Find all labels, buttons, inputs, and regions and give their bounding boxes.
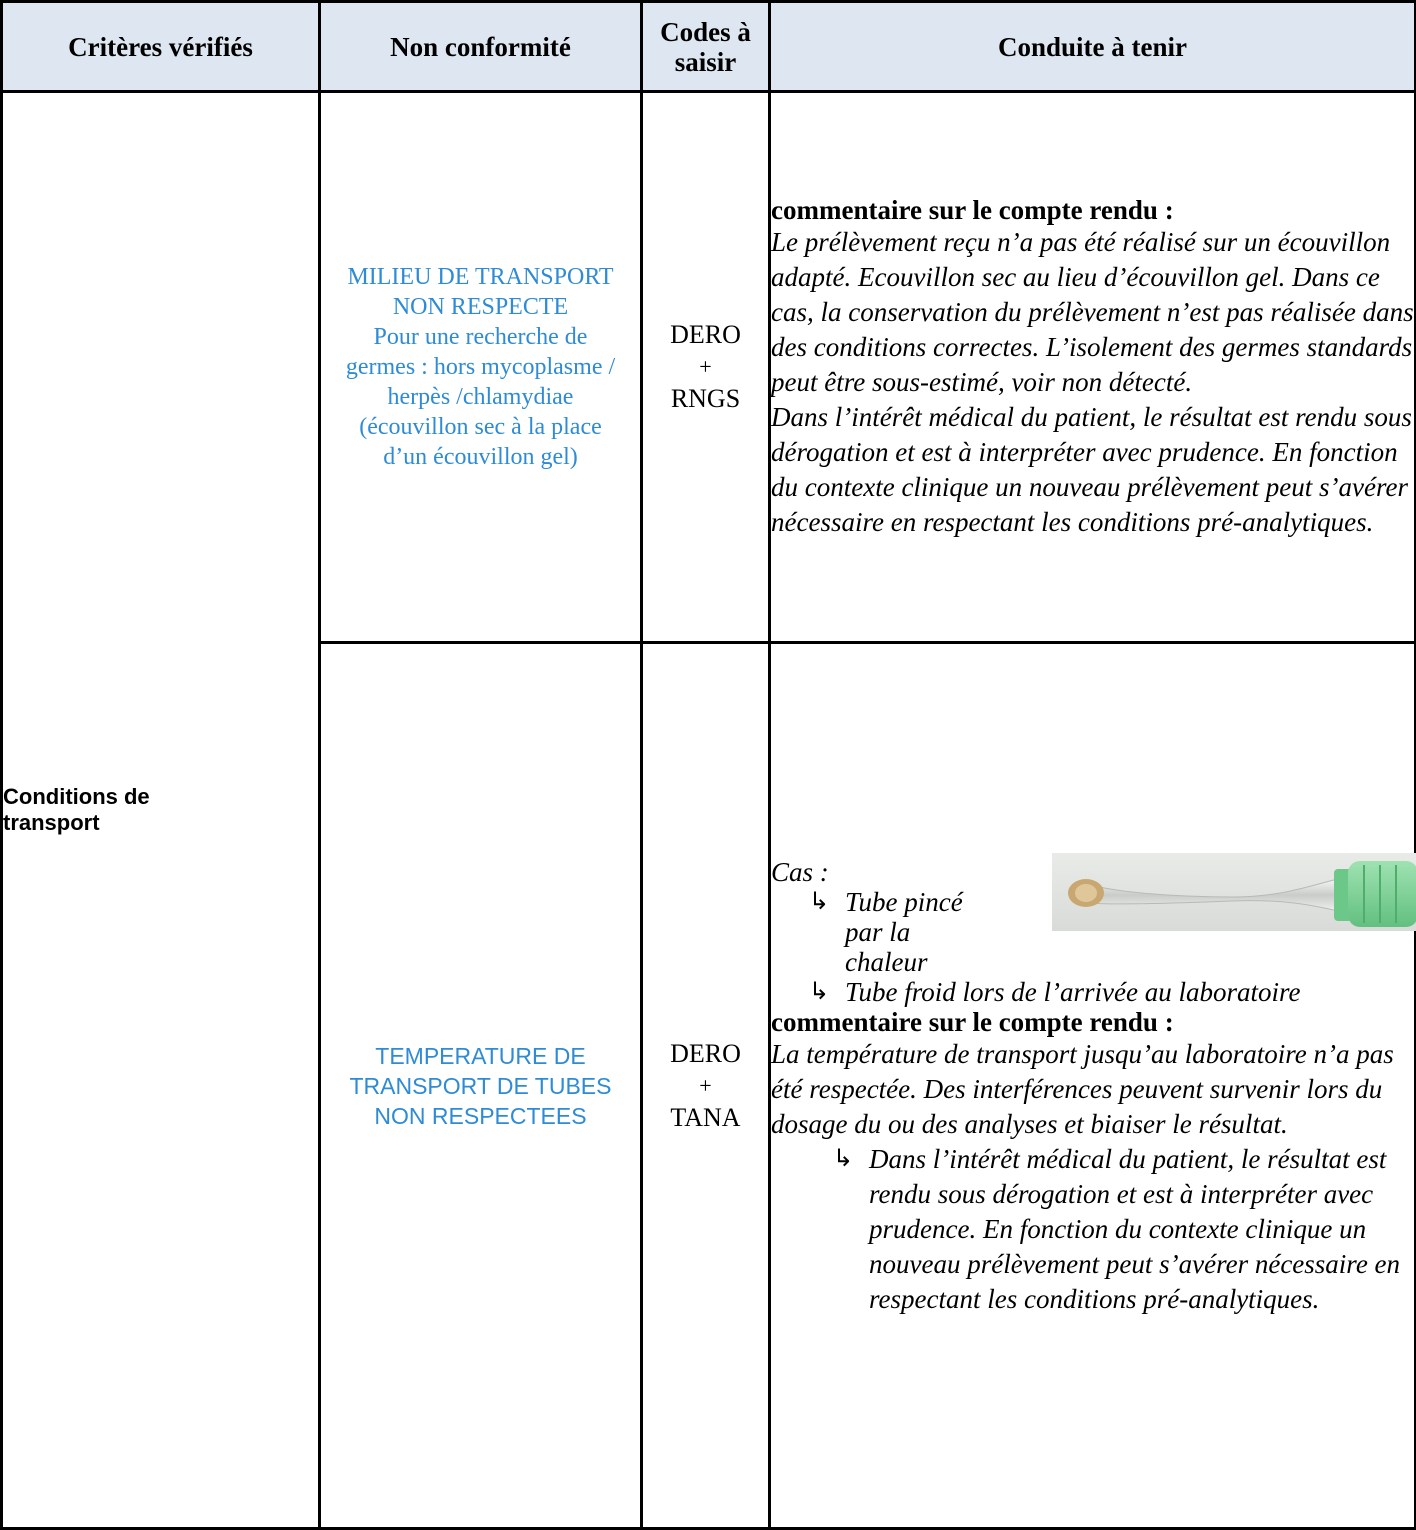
conduite-cell	[770, 92, 1416, 643]
nonconformite-title: MILIEU DE TRANSPORT NON RESPECTE	[347, 264, 614, 320]
cas-block	[771, 857, 1414, 1007]
header-criteres: Critères vérifiés	[2, 2, 320, 92]
codes-cell	[642, 92, 770, 643]
hooked-arrow-icon: ↳	[809, 978, 830, 1005]
cas-item-text: Tube pincé par la chaleur	[845, 886, 963, 977]
nonconformite-cell	[320, 92, 642, 643]
critere-cell	[2, 92, 320, 1529]
nonconformite-detail: Pour une recherche de germes : hors mycoplasme / herpès /chlamydiae (écouvillon sec à la place d’un écouvillon gel)	[345, 324, 616, 470]
nonconformite-title: TEMPERATURE DE TRANSPORT DE TUBES NON RESPECTEES	[349, 1042, 612, 1129]
table-row	[2, 92, 1416, 643]
comment-paragraph: Le prélèvement reçu n’a pas été réalisé sur un écouvillon adapté. Ecouvillon sec au lieu d’écouvillon gel. Dans ce cas, la conservation du prélèvement n’est pas réalisée dans des conditions correctes. L’isolement des germes standards peut être sous-estimé, voir non détecté.	[771, 226, 1414, 397]
tube-photo	[1052, 853, 1416, 931]
code-primary: DERO	[670, 1038, 741, 1068]
hooked-arrow-icon: ↳	[809, 888, 830, 915]
codes-cell	[642, 643, 770, 1529]
header-non-conformite: Non conformité	[320, 2, 642, 92]
header-row	[2, 2, 1416, 92]
code-secondary: TANA	[670, 1102, 741, 1132]
nonconformite-cell	[320, 643, 642, 1529]
comment-title: commentaire sur le compte rendu :	[771, 1006, 1174, 1037]
critere-label: Conditions de transport	[3, 784, 150, 835]
comment-paragraph: Dans l’intérêt médical du patient, le résultat est rendu sous dérogation et est à interpréter avec prudence. En fonction du contexte clinique un nouveau prélèvement peut s’avérer nécessaire en respectant les conditions pré-analytiques.	[771, 401, 1412, 537]
comment-list	[771, 1142, 1414, 1317]
comment-body	[771, 225, 1414, 540]
header-conduite: Conduite à tenir	[770, 2, 1416, 92]
cas-label: Cas :	[771, 856, 829, 887]
code-plus: +	[699, 1072, 712, 1098]
comment-body	[771, 1037, 1414, 1142]
list-item	[771, 1142, 1414, 1317]
hooked-arrow-icon: ↳	[833, 1145, 854, 1172]
code-secondary: RNGS	[670, 384, 741, 413]
header-codes-label: Codes à saisir	[660, 16, 751, 77]
code-primary: DERO	[670, 320, 741, 349]
list-item	[771, 977, 1414, 1007]
cas-item-text: Tube froid lors de l’arrivée au laboratoire	[845, 976, 1301, 1007]
code-plus: +	[699, 354, 712, 379]
comment-paragraph: La température de transport jusqu’au laboratoire n’a pas été respectée. Des interférences peuvent survenir lors du dosage du ou des analyses et biaiser le résultat.	[771, 1038, 1394, 1139]
comment-title: commentaire sur le compte rendu :	[771, 194, 1174, 225]
comment-paragraph: Dans l’intérêt médical du patient, le résultat est rendu sous dérogation et est à interpréter avec prudence. En fonction du contexte clinique un nouveau prélèvement peut s’avérer nécessaire en respectant les conditions pré-analytiques.	[869, 1143, 1401, 1314]
header-codes	[642, 2, 770, 92]
comment-bullet-block	[771, 1142, 1414, 1317]
conduite-cell	[770, 643, 1416, 1529]
list-item	[771, 887, 975, 977]
